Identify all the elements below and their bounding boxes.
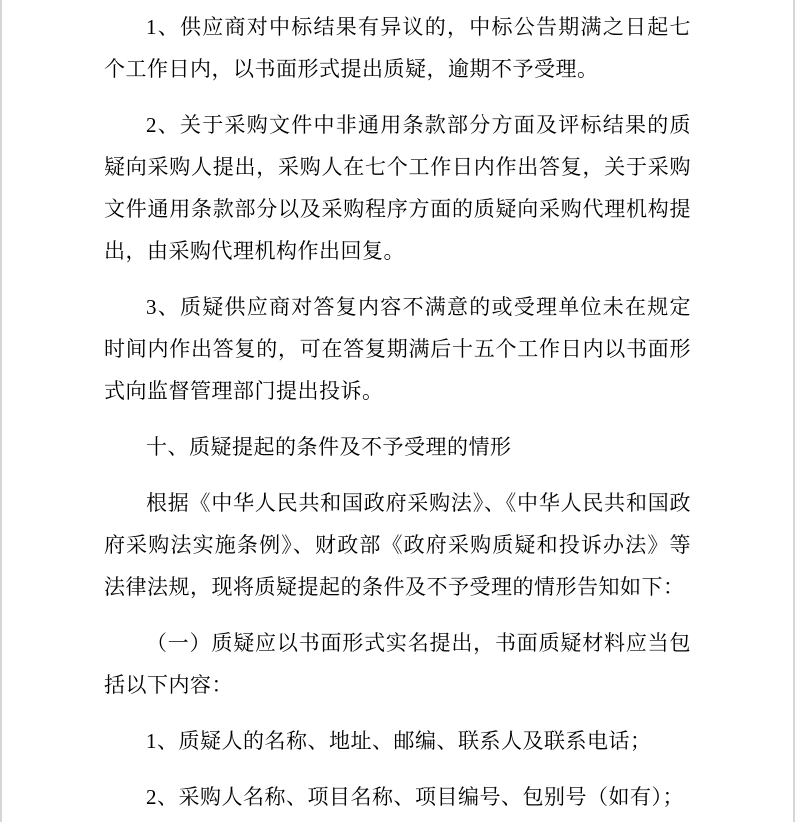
section-heading: 十、质疑提起的条件及不予受理的情形 — [146, 435, 512, 459]
paragraph-project-info: 2、采购人名称、项目名称、项目编号、包别号（如有）； — [146, 785, 684, 809]
paragraph-query-recipient: 2、关于采购文件中非通用条款部分方面及评标结果的质疑向采购人提出，采购人在七个工作日内作出答复，关于采购文件通用条款部分以及采购程序方面的质疑向采购代理机构提出，由采购代理机构作出回复。 — [104, 113, 691, 263]
paragraph-legal-basis: 根据《中华人民共和国政府采购法》、《中华人民共和国政府采购法实施条例》、财政部《政府采购质疑和投诉办法》等法律法规，现将质疑提起的条件及不予受理的情形告知如下： — [104, 491, 691, 599]
paragraph-query-contact-info: 1、质疑人的名称、地址、邮编、联系人及联系电话； — [146, 729, 652, 753]
paragraph-written-query-requirement: （一）质疑应以书面形式实名提出，书面质疑材料应当包括以下内容： — [104, 631, 691, 697]
paragraph-complaint-procedure: 3、质疑供应商对答复内容不满意的或受理单位未在规定时间内作出答复的，可在答复期满后十五个工作日内以书面形式向监督管理部门提出投诉。 — [104, 295, 691, 403]
paragraph-supplier-objection: 1、供应商对中标结果有异议的，中标公告期满之日起七个工作日内，以书面形式提出质疑，逾期不予受理。 — [104, 15, 691, 81]
